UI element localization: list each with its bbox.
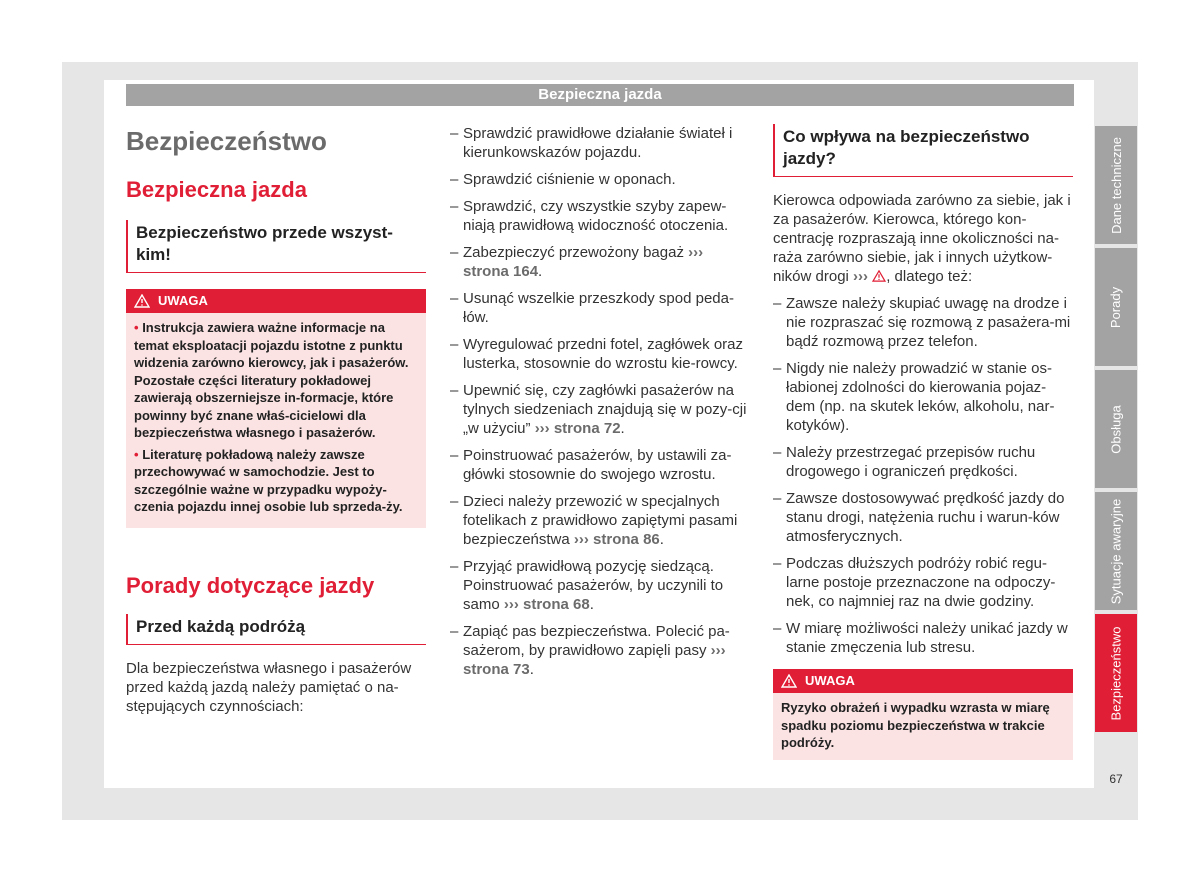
warning-item: • Instrukcja zawiera ważne informacje na temat eksploatacji pojazdu istotne z punktu widzenia zarówno kierowcy, jak i pasażerów. Pozostałe części literatury pokładowej zawierają obszerniejsze in-formacje, które powinny być znane właś-cicielowi dla bezpieczeństwa własnego i pasażerów. — [134, 320, 409, 440]
checklist-item: – Zapiąć pas bezpieczeństwa. Polecić pa-sażerom, by prawidłowo zapięli pasy ››› strona 73. — [450, 623, 730, 678]
tab-porady[interactable]: Porady — [1095, 248, 1137, 366]
dash-marker: – — [450, 198, 459, 215]
warning-body: Ryzyko obrażeń i wypadku wzrasta w miarę spadku poziomu bezpieczeństwa w trakcie podróży. — [781, 700, 1050, 750]
warning-box — [126, 289, 426, 528]
dash-marker: – — [773, 360, 782, 377]
dash-marker: – — [773, 555, 782, 572]
subheading-before-trip: Przed każdą podróżą — [126, 614, 426, 645]
warning-body — [126, 313, 426, 528]
page-reference-link[interactable]: ››› strona 73 — [463, 642, 726, 678]
rule-item: – Zawsze należy skupiać uwagę na drodze i nie rozpraszać się rozmową z pasażera-mi bądź rozmową przez telefon. — [773, 295, 1071, 350]
column-left — [126, 124, 426, 716]
tab-obsluga[interactable]: Obsługa — [1095, 370, 1137, 488]
driving-rules-list — [773, 294, 1073, 657]
intro-paragraph: Dla bezpieczeństwa własnego i pasażerów przed każdą jazdą należy pamiętać o na-stępujących czynnościach: — [126, 659, 412, 715]
page-reference-link[interactable]: ››› strona 86 — [573, 531, 660, 548]
checklist-item: – Poinstruować pasażerów, by ustawili za-główki stosownie do swojego wzrostu. — [450, 447, 732, 483]
checklist-item: – Zabezpieczyć przewożony bagaż ››› strona 164. — [450, 244, 704, 280]
checklist — [450, 124, 750, 679]
dash-marker: – — [773, 444, 782, 461]
warning-header — [773, 669, 1073, 693]
checklist-item: – Sprawdzić prawidłowe działanie świateł i kierunkowskazów pojazdu. — [450, 125, 733, 161]
column-right — [773, 124, 1073, 760]
rule-item: – Podczas dłuższych podróży robić regu-larne postoje przeznaczone na odpoczy-nek, co najmniej raz na dwie godziny. — [773, 555, 1056, 610]
page-reference-link[interactable]: ››› strona 164 — [463, 244, 704, 280]
checklist-item: – Przyjąć prawidłową pozycję siedzącą. Poinstruować pasażerów, by uczynili to samo ››› strona 68. — [450, 558, 724, 613]
dash-marker: – — [450, 558, 459, 575]
checklist-item: – Wyregulować przedni fotel, zagłówek oraz lusterka, stosownie do wzrostu kie-rowcy. — [450, 336, 743, 372]
dash-marker: – — [450, 447, 459, 464]
rule-item: – Należy przestrzegać przepisów ruchu drogowego i ograniczeń prędkości. — [773, 444, 1036, 480]
checklist-item: – Sprawdzić ciśnienie w oponach. — [450, 171, 676, 188]
warning-item: • Literaturę pokładową należy zawsze przechowywać w samochodzie. Jest to szczególnie ważne w przypadku wypoży-czenia pojazdu innej osobie lub sprzeda-ży. — [134, 446, 403, 514]
rule-item: – Nigdy nie należy prowadzić w stanie os-łabionej zdolności do kierowania pojaz-dem (np. na skutek leków, alkoholu, nar-kotyków). — [773, 360, 1055, 434]
running-header: Bezpieczna jazda — [126, 84, 1074, 106]
dash-marker: – — [773, 295, 782, 312]
dash-marker: – — [450, 290, 459, 307]
column-middle — [450, 124, 750, 687]
section-title: Bezpieczeństwo — [126, 126, 327, 156]
warning-triangle-icon — [872, 270, 886, 282]
chapter-title: Bezpieczna jazda — [126, 177, 307, 202]
dash-marker: – — [450, 171, 459, 188]
bullet-icon: • — [134, 320, 139, 335]
warning-label: UWAGA — [158, 293, 208, 308]
subheading-what-affects-safety: Co wpływa na bezpieczeństwo jazdy? — [773, 124, 1073, 177]
dash-marker: – — [450, 623, 459, 640]
intro-paragraph-right: Kierowca odpowiada zarówno za siebie, jak i za pasażerów. Kierowca, którego kon-centrację rozpraszają inne okoliczności na-raża zarówno siebie, jak i innych użytkow-ników drogi ››› , dlatego też: — [773, 192, 1071, 285]
dash-marker: – — [773, 490, 782, 507]
checklist-item: – Upewnić się, czy zagłówki pasażerów na tylnych siedzeniach znajdują się w pozy-cji „w użyciu” ››› strona 72. — [450, 382, 747, 437]
dash-marker: – — [450, 244, 459, 261]
tab-dane-techniczne[interactable]: Dane techniczne — [1095, 126, 1137, 244]
rule-item: – Zawsze dostosowywać prędkość jazdy do stanu drogi, natężenia ruchu i warun-ków atmosferycznych. — [773, 490, 1065, 545]
checklist-item: – Usunąć wszelkie przeszkody spod peda-łów. — [450, 290, 734, 326]
dash-marker: – — [773, 620, 782, 637]
subheading-safety-first: Bezpieczeństwo przede wszyst-kim! — [126, 220, 426, 273]
tab-sytuacje-awaryjne[interactable]: Sytuacje awaryjne — [1095, 492, 1137, 610]
warning-box-right — [773, 669, 1073, 760]
warning-triangle-icon — [781, 674, 797, 688]
warning-label: UWAGA — [805, 673, 855, 688]
checklist-item: – Sprawdzić, czy wszystkie szyby zapew-niają prawidłową widoczność otoczenia. — [450, 198, 729, 234]
dash-marker: – — [450, 336, 459, 353]
checklist-item: – Dzieci należy przewozić w specjalnych fotelikach z prawidłowo zapiętymi pasami bezpieczeństwa ››› strona 86. — [450, 493, 738, 548]
page-reference-link[interactable]: ››› strona 72 — [534, 420, 621, 437]
page-number: 67 — [1109, 772, 1123, 786]
warning-header — [126, 289, 426, 313]
cross-reference-link[interactable]: ››› — [853, 268, 869, 285]
dash-marker: – — [450, 125, 459, 142]
warning-triangle-icon — [134, 294, 150, 308]
dash-marker: – — [450, 493, 459, 510]
rule-item: – W miarę możliwości należy unikać jazdy w stanie zmęczenia lub stresu. — [773, 620, 1068, 656]
page-reference-link[interactable]: ››› strona 68 — [503, 596, 590, 613]
bullet-icon: • — [134, 446, 139, 462]
subsection-title: Porady dotyczące jazdy — [126, 572, 375, 598]
dash-marker: – — [450, 382, 459, 399]
tab-bezpieczenstwo[interactable]: Bezpieczeństwo — [1095, 614, 1137, 732]
